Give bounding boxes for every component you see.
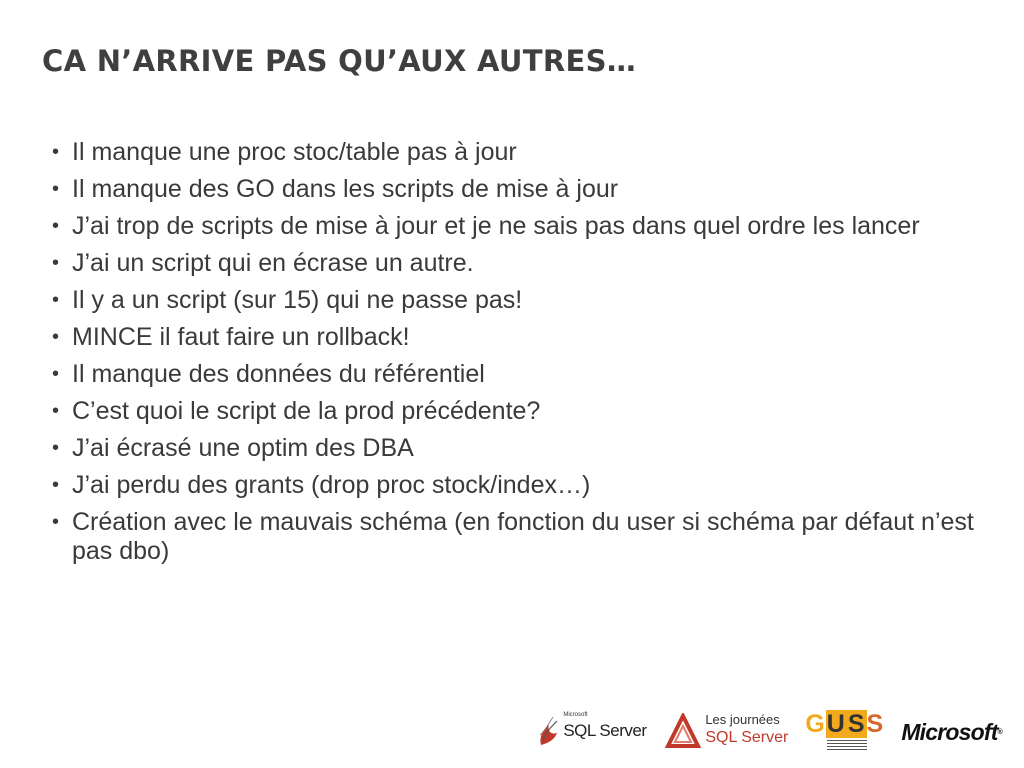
bullet-item: [50, 360, 1000, 389]
bullet-dot: •: [52, 474, 60, 496]
microsoft-name: Microsoft: [901, 718, 998, 745]
bullet-dot: •: [52, 363, 60, 385]
bullet-text: MINCE il faut faire un rollback!: [72, 323, 410, 351]
bullet-text: Il y a un script (sur 15) qui ne passe pas!: [72, 286, 523, 314]
journees-triangle-icon: [665, 713, 701, 751]
bullet-item: [50, 323, 1000, 352]
bullet-dot: •: [52, 511, 60, 533]
bullet-item: [50, 175, 1000, 204]
sql-server-brand-small: Microsoft: [563, 712, 588, 718]
bullet-item: [50, 434, 1000, 463]
bullet-text: J’ai un script qui en écrase un autre.: [72, 249, 474, 277]
bullet-text: Il manque des données du référentiel: [72, 360, 485, 388]
bullet-dot: •: [52, 141, 60, 163]
bullet-text: J’ai trop de scripts de mise à jour et je ne sais pas dans quel ordre les lancer: [72, 212, 920, 240]
journees-line1: Les journées: [705, 712, 780, 727]
journees-sql-server-logo: [665, 711, 795, 753]
bullet-text: C’est quoi le script de la prod précédente?: [72, 397, 541, 425]
bullet-item: [50, 397, 1000, 426]
bullet-item: [50, 138, 1000, 167]
bullet-text: Il manque une proc stoc/table pas à jour: [72, 138, 517, 166]
slide-title: CA N’ARRIVE PAS QU’AUX AUTRES…: [42, 44, 637, 78]
microsoft-logo: [901, 719, 1002, 746]
sql-server-icon: [537, 715, 561, 749]
guss-subtitle-lines: [827, 740, 867, 752]
guss-logo: [805, 710, 891, 754]
sql-server-name: SQL Server: [563, 721, 647, 740]
registered-mark: ®: [997, 728, 1002, 736]
guss-letters: GUSS: [805, 710, 885, 738]
journees-line2: SQL Server: [705, 729, 789, 746]
sponsor-logos: [537, 708, 1002, 756]
sql-server-logo: [537, 712, 655, 752]
bullet-item: [50, 249, 1000, 278]
bullet-dot: •: [52, 437, 60, 459]
bullet-text: Il manque des GO dans les scripts de mise à jour: [72, 175, 619, 203]
bullet-item: [50, 471, 1000, 500]
bullet-dot: •: [52, 215, 60, 237]
bullet-item: [50, 508, 1000, 566]
bullet-text: J’ai écrasé une optim des DBA: [72, 434, 414, 462]
bullet-dot: •: [52, 326, 60, 348]
bullet-item: [50, 212, 1000, 241]
bullet-text: J’ai perdu des grants (drop proc stock/index…): [72, 471, 591, 499]
bullet-text: Création avec le mauvais schéma (en fonction du user si schéma par défaut n’est pas dbo): [72, 508, 974, 565]
bullet-dot: •: [52, 289, 60, 311]
bullet-dot: •: [52, 252, 60, 274]
bullet-item: [50, 286, 1000, 315]
bullet-dot: •: [52, 400, 60, 422]
bullet-dot: •: [52, 178, 60, 200]
bullet-list: [50, 138, 1000, 574]
